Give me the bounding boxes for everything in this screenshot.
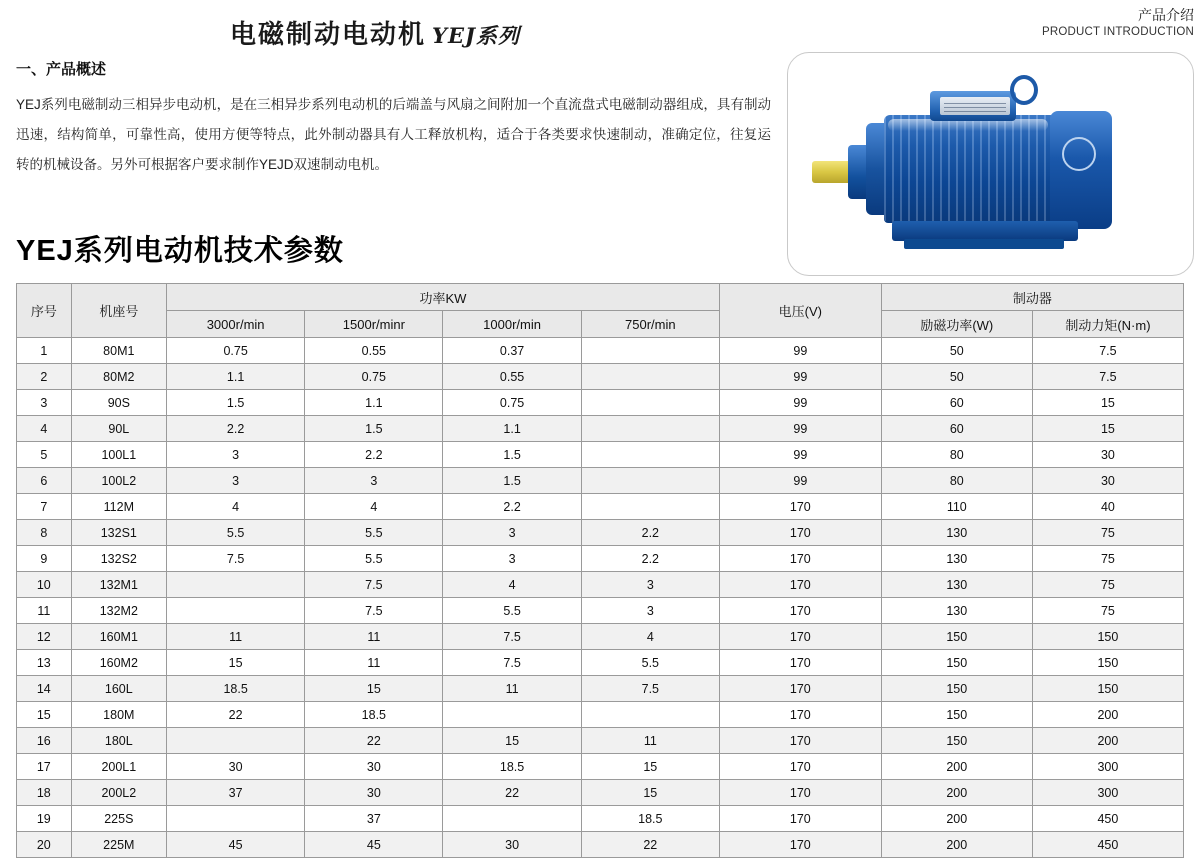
cell-torque: 150 bbox=[1032, 624, 1183, 650]
cell-torque: 7.5 bbox=[1032, 338, 1183, 364]
page-title-cn: 电磁制动电动机 bbox=[230, 20, 427, 50]
table-row bbox=[17, 728, 1184, 754]
cell-power-3000: 30 bbox=[167, 754, 305, 780]
table-row bbox=[17, 754, 1184, 780]
cell-excitation: 110 bbox=[881, 494, 1032, 520]
cell-torque: 200 bbox=[1032, 728, 1183, 754]
cell-power-1500: 37 bbox=[305, 806, 443, 832]
cell-torque: 75 bbox=[1032, 598, 1183, 624]
cell-frame: 180L bbox=[71, 728, 166, 754]
cell-power-750: 2.2 bbox=[581, 546, 719, 572]
cell-frame: 180M bbox=[71, 702, 166, 728]
cell-no: 16 bbox=[17, 728, 72, 754]
cell-excitation: 200 bbox=[881, 832, 1032, 858]
cell-torque: 15 bbox=[1032, 390, 1183, 416]
th-excitation: 励磁功率(W) bbox=[881, 311, 1032, 338]
cell-torque: 150 bbox=[1032, 650, 1183, 676]
cell-power-750 bbox=[581, 494, 719, 520]
cell-no: 19 bbox=[17, 806, 72, 832]
table-row bbox=[17, 598, 1184, 624]
cell-excitation: 60 bbox=[881, 390, 1032, 416]
cell-power-1000: 7.5 bbox=[443, 624, 581, 650]
cell-no: 15 bbox=[17, 702, 72, 728]
cell-power-1500: 0.75 bbox=[305, 364, 443, 390]
cell-voltage: 170 bbox=[719, 702, 881, 728]
table-row bbox=[17, 546, 1184, 572]
cell-power-1500: 1.1 bbox=[305, 390, 443, 416]
cell-power-1500: 15 bbox=[305, 676, 443, 702]
cell-torque: 450 bbox=[1032, 806, 1183, 832]
cell-frame: 160M2 bbox=[71, 650, 166, 676]
overview-body: YEJ系列电磁制动三相异步电动机，是在三相异步系列电动机的后端盖与风扇之间附加一个直流盘式电磁制动器组成，具有制动迅速，结构简单，可靠性高，使用方便等特点，此外制动器具有人工释放机构，适合于各类要求快速制动，准确定位，往复运转的机械设备。另外可根据客户要求制作YEJD双速制动电机。 bbox=[16, 97, 771, 172]
cell-power-1000: 3 bbox=[443, 520, 581, 546]
cell-excitation: 150 bbox=[881, 624, 1032, 650]
cell-power-750: 3 bbox=[581, 572, 719, 598]
cell-frame: 160L bbox=[71, 676, 166, 702]
cell-no: 17 bbox=[17, 754, 72, 780]
cell-frame: 90L bbox=[71, 416, 166, 442]
cell-torque: 30 bbox=[1032, 442, 1183, 468]
cell-excitation: 50 bbox=[881, 338, 1032, 364]
cell-power-1500: 5.5 bbox=[305, 546, 443, 572]
cell-power-1500: 1.5 bbox=[305, 416, 443, 442]
motor-cooling-fins bbox=[884, 115, 1056, 223]
cell-power-1500: 22 bbox=[305, 728, 443, 754]
spec-table-header-row-1 bbox=[17, 284, 1184, 311]
spec-table bbox=[16, 283, 1184, 858]
motor-brand-badge bbox=[1062, 137, 1096, 171]
cell-no: 13 bbox=[17, 650, 72, 676]
cell-power-1500: 7.5 bbox=[305, 572, 443, 598]
cell-frame: 225M bbox=[71, 832, 166, 858]
table-row bbox=[17, 416, 1184, 442]
cell-torque: 300 bbox=[1032, 780, 1183, 806]
table-row bbox=[17, 572, 1184, 598]
cell-no: 10 bbox=[17, 572, 72, 598]
motor-illustration bbox=[788, 53, 1193, 275]
cell-torque: 150 bbox=[1032, 676, 1183, 702]
th-speed-3000: 3000r/min bbox=[167, 311, 305, 338]
cell-power-3000 bbox=[167, 728, 305, 754]
cell-torque: 7.5 bbox=[1032, 364, 1183, 390]
cell-frame: 90S bbox=[71, 390, 166, 416]
motor-nameplate bbox=[940, 97, 1010, 115]
cell-voltage: 170 bbox=[719, 598, 881, 624]
cell-power-1500: 2.2 bbox=[305, 442, 443, 468]
header-right-cn: 产品介绍 bbox=[1138, 7, 1194, 23]
cell-voltage: 99 bbox=[719, 442, 881, 468]
cell-power-3000: 15 bbox=[167, 650, 305, 676]
cell-frame: 132M2 bbox=[71, 598, 166, 624]
cell-voltage: 170 bbox=[719, 650, 881, 676]
cell-power-3000: 0.75 bbox=[167, 338, 305, 364]
table-row bbox=[17, 494, 1184, 520]
cell-frame: 132M1 bbox=[71, 572, 166, 598]
cell-power-1000: 0.55 bbox=[443, 364, 581, 390]
cell-power-750 bbox=[581, 702, 719, 728]
cell-no: 4 bbox=[17, 416, 72, 442]
cell-voltage: 170 bbox=[719, 754, 881, 780]
cell-excitation: 200 bbox=[881, 780, 1032, 806]
cell-voltage: 170 bbox=[719, 780, 881, 806]
cell-frame: 200L2 bbox=[71, 780, 166, 806]
th-voltage: 电压(V) bbox=[719, 284, 881, 338]
cell-power-3000: 18.5 bbox=[167, 676, 305, 702]
cell-no: 6 bbox=[17, 468, 72, 494]
cell-voltage: 170 bbox=[719, 624, 881, 650]
cell-no: 9 bbox=[17, 546, 72, 572]
cell-torque: 75 bbox=[1032, 520, 1183, 546]
cell-power-1000: 3 bbox=[443, 546, 581, 572]
cell-voltage: 170 bbox=[719, 806, 881, 832]
cell-power-750: 4 bbox=[581, 624, 719, 650]
page-title bbox=[230, 14, 520, 51]
cell-power-3000: 3 bbox=[167, 468, 305, 494]
cell-frame: 225S bbox=[71, 806, 166, 832]
cell-excitation: 150 bbox=[881, 676, 1032, 702]
cell-power-750: 2.2 bbox=[581, 520, 719, 546]
cell-no: 5 bbox=[17, 442, 72, 468]
cell-excitation: 80 bbox=[881, 468, 1032, 494]
spec-table-head bbox=[17, 284, 1184, 338]
cell-power-750: 15 bbox=[581, 754, 719, 780]
cell-power-750 bbox=[581, 416, 719, 442]
cell-excitation: 150 bbox=[881, 728, 1032, 754]
cell-power-3000: 5.5 bbox=[167, 520, 305, 546]
page-title-series: YEJ系列 bbox=[432, 23, 520, 48]
cell-voltage: 99 bbox=[719, 416, 881, 442]
cell-no: 1 bbox=[17, 338, 72, 364]
cell-power-750 bbox=[581, 442, 719, 468]
cell-no: 12 bbox=[17, 624, 72, 650]
cell-power-3000: 2.2 bbox=[167, 416, 305, 442]
cell-voltage: 170 bbox=[719, 832, 881, 858]
cell-power-1500: 30 bbox=[305, 780, 443, 806]
motor-lifting-eye bbox=[1010, 75, 1038, 105]
cell-power-1000: 1.1 bbox=[443, 416, 581, 442]
cell-torque: 15 bbox=[1032, 416, 1183, 442]
cell-power-3000: 11 bbox=[167, 624, 305, 650]
cell-voltage: 170 bbox=[719, 572, 881, 598]
cell-voltage: 99 bbox=[719, 390, 881, 416]
cell-power-750: 7.5 bbox=[581, 676, 719, 702]
cell-voltage: 99 bbox=[719, 338, 881, 364]
cell-power-3000: 37 bbox=[167, 780, 305, 806]
cell-voltage: 170 bbox=[719, 494, 881, 520]
cell-power-1000: 30 bbox=[443, 832, 581, 858]
cell-frame: 132S2 bbox=[71, 546, 166, 572]
cell-no: 3 bbox=[17, 390, 72, 416]
cell-power-3000: 22 bbox=[167, 702, 305, 728]
cell-power-1000: 11 bbox=[443, 676, 581, 702]
th-frame: 机座号 bbox=[71, 284, 166, 338]
spec-table-body bbox=[17, 338, 1184, 858]
header-right-label bbox=[1042, 6, 1194, 40]
cell-excitation: 200 bbox=[881, 806, 1032, 832]
cell-no: 18 bbox=[17, 780, 72, 806]
cell-power-750: 18.5 bbox=[581, 806, 719, 832]
cell-torque: 75 bbox=[1032, 546, 1183, 572]
cell-torque: 75 bbox=[1032, 572, 1183, 598]
cell-excitation: 130 bbox=[881, 520, 1032, 546]
th-torque: 制动力矩(N·m) bbox=[1032, 311, 1183, 338]
cell-frame: 200L1 bbox=[71, 754, 166, 780]
cell-power-1000: 5.5 bbox=[443, 598, 581, 624]
th-brake-group: 制动器 bbox=[881, 284, 1183, 311]
cell-excitation: 130 bbox=[881, 546, 1032, 572]
cell-power-1000: 1.5 bbox=[443, 468, 581, 494]
th-power-group: 功率KW bbox=[167, 284, 720, 311]
cell-power-3000 bbox=[167, 572, 305, 598]
cell-power-1500: 3 bbox=[305, 468, 443, 494]
table-row bbox=[17, 624, 1184, 650]
table-row bbox=[17, 468, 1184, 494]
cell-power-750: 15 bbox=[581, 780, 719, 806]
cell-torque: 30 bbox=[1032, 468, 1183, 494]
cell-power-1000 bbox=[443, 702, 581, 728]
cell-no: 20 bbox=[17, 832, 72, 858]
spec-table-header-row-2 bbox=[17, 311, 1184, 338]
cell-frame: 100L1 bbox=[71, 442, 166, 468]
table-row bbox=[17, 780, 1184, 806]
cell-frame: 132S1 bbox=[71, 520, 166, 546]
cell-voltage: 170 bbox=[719, 546, 881, 572]
cell-power-1500: 11 bbox=[305, 650, 443, 676]
cell-excitation: 50 bbox=[881, 364, 1032, 390]
table-row bbox=[17, 702, 1184, 728]
cell-no: 11 bbox=[17, 598, 72, 624]
cell-power-1500: 18.5 bbox=[305, 702, 443, 728]
cell-no: 7 bbox=[17, 494, 72, 520]
cell-excitation: 80 bbox=[881, 442, 1032, 468]
overview-heading: 一、产品概述 bbox=[16, 61, 107, 78]
table-row bbox=[17, 390, 1184, 416]
cell-power-1000 bbox=[443, 806, 581, 832]
cell-voltage: 99 bbox=[719, 468, 881, 494]
cell-excitation: 150 bbox=[881, 650, 1032, 676]
table-row bbox=[17, 442, 1184, 468]
cell-power-750: 22 bbox=[581, 832, 719, 858]
cell-power-750 bbox=[581, 390, 719, 416]
cell-power-1500: 5.5 bbox=[305, 520, 443, 546]
cell-power-1000: 2.2 bbox=[443, 494, 581, 520]
cell-power-750 bbox=[581, 338, 719, 364]
cell-torque: 450 bbox=[1032, 832, 1183, 858]
table-row bbox=[17, 676, 1184, 702]
table-row bbox=[17, 520, 1184, 546]
cell-power-1500: 11 bbox=[305, 624, 443, 650]
cell-power-1000: 4 bbox=[443, 572, 581, 598]
spec-table-title: YEJ系列电动机技术参数 bbox=[16, 235, 344, 267]
cell-frame: 80M1 bbox=[71, 338, 166, 364]
cell-power-1500: 45 bbox=[305, 832, 443, 858]
cell-power-750: 3 bbox=[581, 598, 719, 624]
cell-torque: 300 bbox=[1032, 754, 1183, 780]
cell-excitation: 130 bbox=[881, 572, 1032, 598]
cell-power-1000: 7.5 bbox=[443, 650, 581, 676]
table-row bbox=[17, 832, 1184, 858]
cell-power-750: 5.5 bbox=[581, 650, 719, 676]
cell-frame: 112M bbox=[71, 494, 166, 520]
cell-voltage: 99 bbox=[719, 364, 881, 390]
cell-power-3000: 45 bbox=[167, 832, 305, 858]
table-row bbox=[17, 364, 1184, 390]
cell-no: 14 bbox=[17, 676, 72, 702]
cell-excitation: 60 bbox=[881, 416, 1032, 442]
cell-power-750: 11 bbox=[581, 728, 719, 754]
cell-power-3000 bbox=[167, 806, 305, 832]
th-speed-1000: 1000r/min bbox=[443, 311, 581, 338]
cell-power-1000: 22 bbox=[443, 780, 581, 806]
motor-base-foot bbox=[892, 221, 1078, 241]
cell-power-1000: 1.5 bbox=[443, 442, 581, 468]
cell-power-3000: 4 bbox=[167, 494, 305, 520]
cell-voltage: 170 bbox=[719, 520, 881, 546]
cell-voltage: 170 bbox=[719, 676, 881, 702]
cell-power-1000: 0.37 bbox=[443, 338, 581, 364]
motor-base-plate bbox=[904, 239, 1064, 249]
cell-power-750 bbox=[581, 364, 719, 390]
cell-power-1500: 7.5 bbox=[305, 598, 443, 624]
table-row bbox=[17, 806, 1184, 832]
cell-power-3000: 1.1 bbox=[167, 364, 305, 390]
cell-no: 8 bbox=[17, 520, 72, 546]
cell-power-3000: 3 bbox=[167, 442, 305, 468]
cell-frame: 100L2 bbox=[71, 468, 166, 494]
cell-no: 2 bbox=[17, 364, 72, 390]
cell-excitation: 130 bbox=[881, 598, 1032, 624]
cell-voltage: 170 bbox=[719, 728, 881, 754]
cell-power-1500: 4 bbox=[305, 494, 443, 520]
cell-power-1000: 15 bbox=[443, 728, 581, 754]
product-image-card bbox=[787, 52, 1194, 276]
cell-excitation: 150 bbox=[881, 702, 1032, 728]
th-no: 序号 bbox=[17, 284, 72, 338]
cell-power-3000: 1.5 bbox=[167, 390, 305, 416]
cell-frame: 80M2 bbox=[71, 364, 166, 390]
cell-torque: 200 bbox=[1032, 702, 1183, 728]
cell-torque: 40 bbox=[1032, 494, 1183, 520]
cell-power-1000: 18.5 bbox=[443, 754, 581, 780]
th-speed-750: 750r/min bbox=[581, 311, 719, 338]
cell-power-3000 bbox=[167, 598, 305, 624]
cell-power-750 bbox=[581, 468, 719, 494]
table-row bbox=[17, 338, 1184, 364]
th-speed-1500: 1500r/minr bbox=[305, 311, 443, 338]
cell-power-3000: 7.5 bbox=[167, 546, 305, 572]
cell-excitation: 200 bbox=[881, 754, 1032, 780]
cell-power-1000: 0.75 bbox=[443, 390, 581, 416]
header-right-en: PRODUCT INTRODUCTION bbox=[1041, 25, 1194, 38]
cell-power-1500: 30 bbox=[305, 754, 443, 780]
cell-frame: 160M1 bbox=[71, 624, 166, 650]
cell-power-1500: 0.55 bbox=[305, 338, 443, 364]
table-row bbox=[17, 650, 1184, 676]
